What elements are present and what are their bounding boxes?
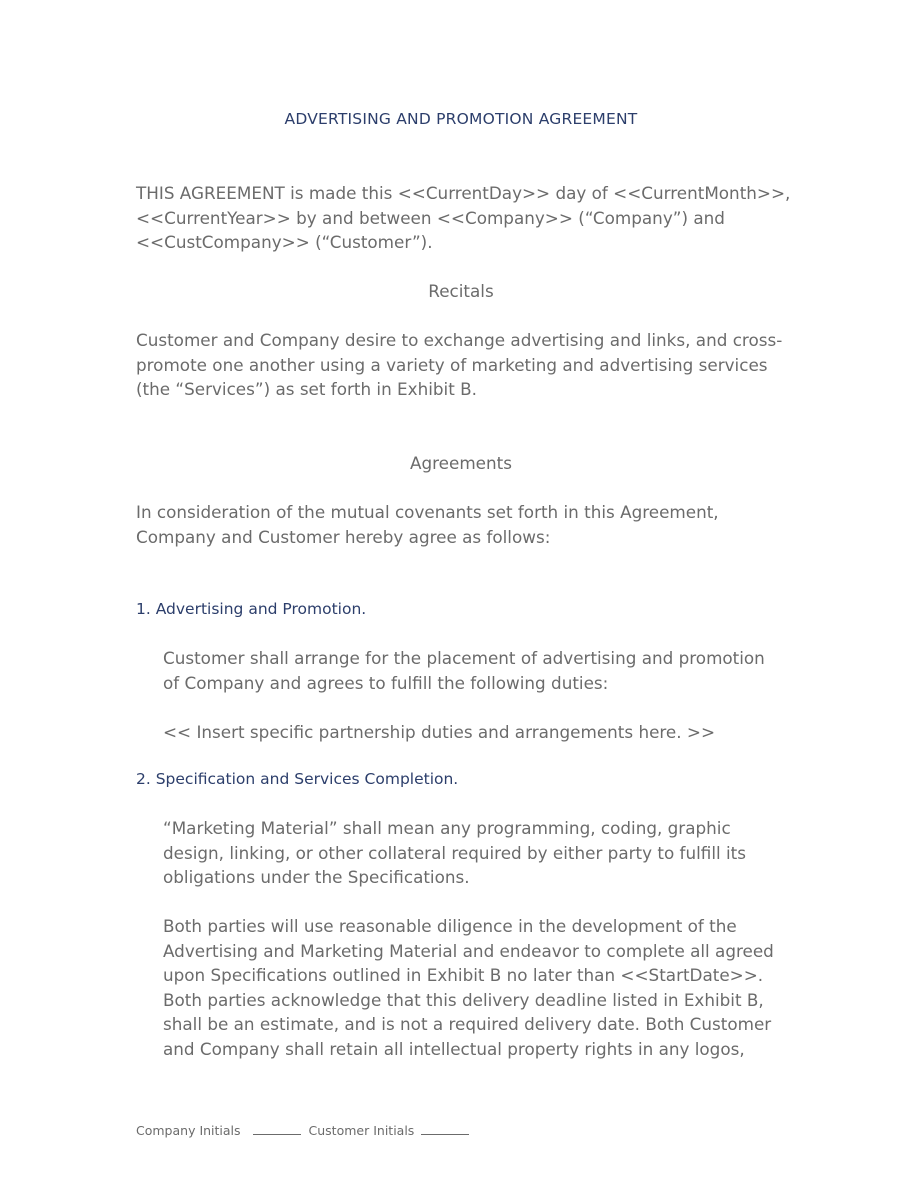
intro-paragraph	[136, 181, 790, 255]
recitals-line: promote one another using a variety of marketing and advertising services	[136, 354, 768, 375]
section-1-heading: 1. Advertising and Promotion.	[136, 600, 367, 618]
document-title: ADVERTISING AND PROMOTION AGREEMENT	[284, 110, 638, 128]
customer-initials-label: Customer Initials	[308, 1123, 415, 1138]
section-1-line: Customer shall arrange for the placement of advertising and promotion	[163, 648, 765, 668]
company-initials-label: Company Initials	[136, 1123, 241, 1138]
page-footer	[136, 1122, 469, 1138]
section-1-paragraph	[163, 646, 765, 695]
section-2-line: shall be an estimate, and is not a required delivery date. Both Customer	[163, 1014, 772, 1034]
agreements-intro	[136, 500, 719, 549]
section-1-placeholder: << Insert specific partnership duties and arrangements here. >>	[163, 722, 716, 742]
intro-line: <<CurrentYear>> by and between <<Company>> (“Company”) and	[136, 207, 725, 228]
section-2-line: Advertising and Marketing Material and endeavor to complete all agreed	[163, 940, 774, 961]
intro-line: THIS AGREEMENT is made this <<CurrentDay>> day of <<CurrentMonth>>,	[136, 183, 791, 203]
section-2-line: Both parties will use reasonable diligence in the development of the	[163, 916, 737, 936]
intro-line: <<CustCompany>> (“Customer”).	[136, 232, 433, 252]
agreements-line: Company and Customer hereby agree as follows:	[136, 526, 551, 547]
section-2-line: upon Specifications outlined in Exhibit B no later than <<StartDate>>.	[163, 965, 764, 985]
company-initials-line	[253, 1122, 301, 1135]
agreements-heading: Agreements	[410, 453, 512, 473]
section-2-paragraph-2	[163, 914, 774, 1061]
section-2-line: and Company shall retain all intellectual property rights in any logos,	[163, 1038, 745, 1059]
agreements-line: In consideration of the mutual covenants set forth in this Agreement,	[136, 502, 719, 522]
section-2-heading: 2. Specification and Services Completion.	[136, 770, 459, 788]
recitals-line: Customer and Company desire to exchange advertising and links, and cross-	[136, 330, 783, 350]
section-2-line: Both parties acknowledge that this delivery deadline listed in Exhibit B,	[163, 989, 764, 1010]
section-1-line: of Company and agrees to fulfill the following duties:	[163, 672, 609, 693]
section-2-line: “Marketing Material” shall mean any programming, coding, graphic	[163, 818, 731, 838]
recitals-paragraph	[136, 328, 782, 402]
section-2-line: design, linking, or other collateral required by either party to fulfill its	[163, 842, 746, 863]
recitals-line: (the “Services”) as set forth in Exhibit B.	[136, 379, 477, 399]
customer-initials-line	[421, 1122, 469, 1135]
section-2-line: obligations under the Specifications.	[163, 867, 470, 887]
section-2-paragraph-1	[163, 816, 746, 890]
recitals-heading: Recitals	[428, 281, 494, 301]
